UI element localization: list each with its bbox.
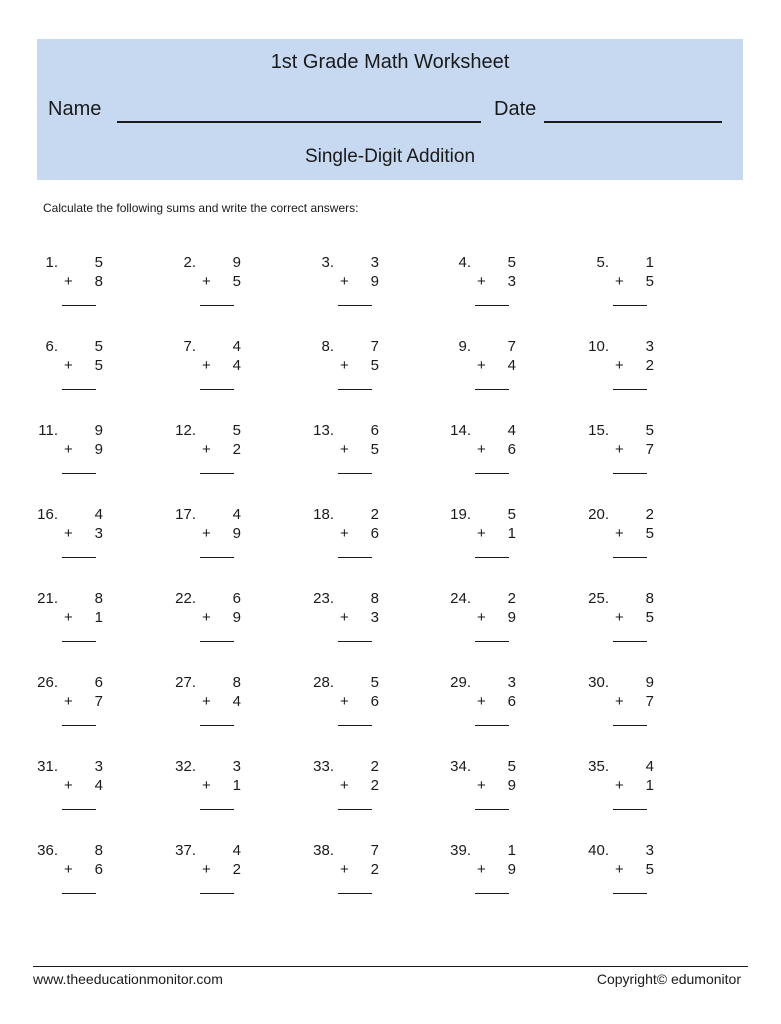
problem-top-addend: 5 <box>94 338 103 355</box>
problem-number: 21. <box>37 590 58 607</box>
worksheet-title: 1st Grade Math Worksheet <box>270 51 510 73</box>
plus-sign: + <box>340 525 349 542</box>
problem-bottom-addend: 6 <box>94 861 103 878</box>
problem-number: 31. <box>37 758 58 775</box>
plus-sign: + <box>64 861 73 878</box>
problem-bottom-addend: 7 <box>645 441 654 458</box>
problem-number: 32. <box>175 758 196 775</box>
footer-divider <box>33 966 748 967</box>
plus-sign: + <box>477 357 486 374</box>
plus-sign: + <box>202 777 211 794</box>
plus-sign: + <box>202 609 211 626</box>
problem-number: 22. <box>175 590 196 607</box>
answer-line[interactable] <box>200 893 234 894</box>
problem-top-addend: 1 <box>645 254 654 271</box>
addition-problem <box>588 674 681 738</box>
problem-bottom-addend: 4 <box>232 357 241 374</box>
problem-top-addend: 8 <box>645 590 654 607</box>
answer-line[interactable] <box>475 305 509 306</box>
problem-number: 6. <box>45 338 58 355</box>
problem-number: 33. <box>313 758 334 775</box>
addition-problem <box>450 422 543 486</box>
problem-top-addend: 9 <box>232 254 241 271</box>
addition-problem <box>40 254 130 318</box>
addition-problem <box>588 422 681 486</box>
instructions-text: Calculate the following sums and write the correct answers: <box>43 201 359 215</box>
problem-number: 16. <box>37 506 58 523</box>
answer-line[interactable] <box>613 305 647 306</box>
addition-problem <box>40 422 130 486</box>
addition-problem <box>450 590 543 654</box>
plus-sign: + <box>64 777 73 794</box>
addition-problem <box>37 674 130 738</box>
plus-sign: + <box>477 777 486 794</box>
problem-number: 40. <box>588 842 609 859</box>
problem-number: 17. <box>175 506 196 523</box>
problem-top-addend: 4 <box>232 506 241 523</box>
plus-sign: + <box>340 693 349 710</box>
problem-bottom-addend: 5 <box>645 273 654 290</box>
problem-number: 7. <box>183 338 196 355</box>
answer-line[interactable] <box>62 305 96 306</box>
problem-number: 23. <box>313 590 334 607</box>
answer-line[interactable] <box>200 725 234 726</box>
problem-top-addend: 5 <box>507 758 516 775</box>
problem-bottom-addend: 9 <box>94 441 103 458</box>
problem-top-addend: 3 <box>94 758 103 775</box>
problem-number: 27. <box>175 674 196 691</box>
plus-sign: + <box>615 693 624 710</box>
problem-top-addend: 2 <box>370 758 379 775</box>
answer-line[interactable] <box>338 809 372 810</box>
problem-bottom-addend: 8 <box>94 273 103 290</box>
addition-problem <box>37 590 130 654</box>
problem-top-addend: 7 <box>370 338 379 355</box>
addition-problem <box>450 758 543 822</box>
name-field-line <box>117 121 481 123</box>
plus-sign: + <box>615 357 624 374</box>
answer-line[interactable] <box>475 893 509 894</box>
plus-sign: + <box>340 441 349 458</box>
problem-top-addend: 8 <box>94 842 103 859</box>
addition-problem <box>588 842 681 906</box>
problem-number: 37. <box>175 842 196 859</box>
problem-number: 12. <box>175 422 196 439</box>
problem-number: 20. <box>588 506 609 523</box>
problem-number: 2. <box>183 254 196 271</box>
addition-problem <box>588 758 681 822</box>
answer-line[interactable] <box>62 557 96 558</box>
problem-number: 11. <box>38 422 58 439</box>
answer-line[interactable] <box>338 305 372 306</box>
problem-bottom-addend: 1 <box>645 777 654 794</box>
addition-problem <box>175 842 268 906</box>
problem-bottom-addend: 6 <box>507 693 516 710</box>
answer-line[interactable] <box>475 725 509 726</box>
problem-bottom-addend: 2 <box>232 441 241 458</box>
problem-top-addend: 4 <box>232 338 241 355</box>
problem-bottom-addend: 5 <box>94 357 103 374</box>
problem-bottom-addend: 5 <box>645 861 654 878</box>
problem-bottom-addend: 5 <box>645 525 654 542</box>
addition-problem <box>178 254 268 318</box>
plus-sign: + <box>340 861 349 878</box>
answer-line[interactable] <box>475 641 509 642</box>
plus-sign: + <box>64 693 73 710</box>
addition-problem <box>316 338 406 402</box>
answer-line[interactable] <box>62 809 96 810</box>
problem-top-addend: 2 <box>645 506 654 523</box>
problem-bottom-addend: 2 <box>232 861 241 878</box>
problem-bottom-addend: 7 <box>645 693 654 710</box>
problem-bottom-addend: 3 <box>94 525 103 542</box>
answer-line[interactable] <box>613 641 647 642</box>
plus-sign: + <box>615 861 624 878</box>
problem-number: 9. <box>458 338 471 355</box>
problem-bottom-addend: 9 <box>507 609 516 626</box>
problem-number: 34. <box>450 758 471 775</box>
problem-top-addend: 7 <box>507 338 516 355</box>
answer-line[interactable] <box>200 557 234 558</box>
answer-line[interactable] <box>338 725 372 726</box>
answer-line[interactable] <box>613 557 647 558</box>
addition-problem <box>175 422 268 486</box>
problem-number: 4. <box>458 254 471 271</box>
addition-problem <box>40 338 130 402</box>
worksheet-subtitle: Single-Digit Addition <box>304 146 476 167</box>
plus-sign: + <box>615 525 624 542</box>
date-field-line <box>544 121 722 123</box>
problem-bottom-addend: 1 <box>507 525 516 542</box>
problem-top-addend: 3 <box>645 338 654 355</box>
problem-top-addend: 5 <box>507 254 516 271</box>
problem-top-addend: 5 <box>94 254 103 271</box>
plus-sign: + <box>615 273 624 290</box>
problem-bottom-addend: 3 <box>507 273 516 290</box>
problem-bottom-addend: 9 <box>507 777 516 794</box>
problem-bottom-addend: 5 <box>370 441 379 458</box>
addition-problem <box>450 506 543 570</box>
addition-problem <box>175 674 268 738</box>
addition-problem <box>453 254 543 318</box>
problem-top-addend: 3 <box>507 674 516 691</box>
problem-top-addend: 4 <box>645 758 654 775</box>
answer-line[interactable] <box>613 389 647 390</box>
problem-bottom-addend: 5 <box>232 273 241 290</box>
plus-sign: + <box>202 861 211 878</box>
answer-line[interactable] <box>200 473 234 474</box>
problem-bottom-addend: 9 <box>370 273 379 290</box>
problem-bottom-addend: 6 <box>507 441 516 458</box>
problem-number: 3. <box>321 254 334 271</box>
answer-line[interactable] <box>613 809 647 810</box>
problem-top-addend: 3 <box>645 842 654 859</box>
problem-number: 29. <box>450 674 471 691</box>
problem-bottom-addend: 6 <box>370 525 379 542</box>
plus-sign: + <box>202 441 211 458</box>
problem-top-addend: 2 <box>370 506 379 523</box>
problem-number: 8. <box>321 338 334 355</box>
problem-top-addend: 5 <box>645 422 654 439</box>
addition-problem <box>588 338 681 402</box>
plus-sign: + <box>64 441 73 458</box>
addition-problem <box>175 506 268 570</box>
answer-line[interactable] <box>338 893 372 894</box>
answer-line[interactable] <box>475 473 509 474</box>
problem-top-addend: 2 <box>507 590 516 607</box>
plus-sign: + <box>477 441 486 458</box>
problem-top-addend: 8 <box>370 590 379 607</box>
plus-sign: + <box>202 525 211 542</box>
problem-number: 25. <box>588 590 609 607</box>
plus-sign: + <box>202 693 211 710</box>
plus-sign: + <box>64 357 73 374</box>
plus-sign: + <box>340 609 349 626</box>
problem-top-addend: 6 <box>370 422 379 439</box>
problem-top-addend: 7 <box>370 842 379 859</box>
plus-sign: + <box>340 357 349 374</box>
addition-problem <box>178 338 268 402</box>
problem-top-addend: 8 <box>232 674 241 691</box>
worksheet-header <box>37 39 743 180</box>
problem-bottom-addend: 4 <box>232 693 241 710</box>
plus-sign: + <box>202 357 211 374</box>
problem-number: 30. <box>588 674 609 691</box>
plus-sign: + <box>477 525 486 542</box>
answer-line[interactable] <box>62 389 96 390</box>
problem-bottom-addend: 9 <box>232 609 241 626</box>
problem-number: 35. <box>588 758 609 775</box>
addition-problem <box>175 758 268 822</box>
problem-bottom-addend: 6 <box>370 693 379 710</box>
problem-bottom-addend: 3 <box>370 609 379 626</box>
problem-top-addend: 5 <box>507 506 516 523</box>
problem-bottom-addend: 7 <box>94 693 103 710</box>
problem-number: 13. <box>313 422 334 439</box>
addition-problem <box>588 506 681 570</box>
plus-sign: + <box>477 609 486 626</box>
problem-top-addend: 6 <box>94 674 103 691</box>
addition-problem <box>175 590 268 654</box>
problem-bottom-addend: 2 <box>370 777 379 794</box>
problem-top-addend: 4 <box>232 842 241 859</box>
addition-problem <box>313 758 406 822</box>
plus-sign: + <box>615 777 624 794</box>
problem-number: 19. <box>450 506 471 523</box>
problem-number: 18. <box>313 506 334 523</box>
plus-sign: + <box>477 273 486 290</box>
problem-number: 39. <box>450 842 471 859</box>
addition-problem <box>316 254 406 318</box>
answer-line[interactable] <box>613 725 647 726</box>
answer-line[interactable] <box>475 557 509 558</box>
addition-problem <box>37 506 130 570</box>
name-label: Name <box>48 98 102 120</box>
date-label: Date <box>494 98 537 120</box>
problem-top-addend: 1 <box>507 842 516 859</box>
problem-number: 28. <box>313 674 334 691</box>
addition-problem <box>588 590 681 654</box>
addition-problem <box>313 674 406 738</box>
addition-problem <box>313 506 406 570</box>
footer-website: www.theeducationmonitor.com <box>33 971 223 987</box>
answer-line[interactable] <box>200 389 234 390</box>
answer-line[interactable] <box>62 893 96 894</box>
problem-top-addend: 4 <box>94 506 103 523</box>
plus-sign: + <box>340 273 349 290</box>
plus-sign: + <box>64 525 73 542</box>
problem-top-addend: 6 <box>232 590 241 607</box>
plus-sign: + <box>202 273 211 290</box>
addition-problem <box>37 842 130 906</box>
footer-copyright: Copyright© edumonitor <box>596 971 741 987</box>
problem-number: 14. <box>450 422 471 439</box>
answer-line[interactable] <box>200 809 234 810</box>
answer-line[interactable] <box>62 473 96 474</box>
answer-line[interactable] <box>62 725 96 726</box>
problem-number: 10. <box>588 338 609 355</box>
addition-problem <box>453 338 543 402</box>
problem-number: 24. <box>450 590 471 607</box>
addition-problem <box>313 590 406 654</box>
problem-top-addend: 4 <box>507 422 516 439</box>
plus-sign: + <box>615 441 624 458</box>
problem-number: 15. <box>588 422 609 439</box>
plus-sign: + <box>477 861 486 878</box>
problem-number: 5. <box>596 254 609 271</box>
problem-bottom-addend: 5 <box>645 609 654 626</box>
answer-line[interactable] <box>475 389 509 390</box>
problem-bottom-addend: 4 <box>94 777 103 794</box>
problem-bottom-addend: 5 <box>370 357 379 374</box>
answer-line[interactable] <box>613 893 647 894</box>
problem-number: 36. <box>37 842 58 859</box>
problem-bottom-addend: 9 <box>507 861 516 878</box>
problem-bottom-addend: 2 <box>370 861 379 878</box>
problem-bottom-addend: 9 <box>232 525 241 542</box>
addition-problem <box>313 842 406 906</box>
problem-top-addend: 5 <box>232 422 241 439</box>
answer-line[interactable] <box>338 473 372 474</box>
answer-line[interactable] <box>613 473 647 474</box>
problem-top-addend: 5 <box>370 674 379 691</box>
answer-line[interactable] <box>200 641 234 642</box>
problem-number: 38. <box>313 842 334 859</box>
plus-sign: + <box>64 609 73 626</box>
plus-sign: + <box>615 609 624 626</box>
addition-problem <box>37 758 130 822</box>
problem-number: 26. <box>37 674 58 691</box>
problem-top-addend: 9 <box>645 674 654 691</box>
plus-sign: + <box>340 777 349 794</box>
problem-top-addend: 3 <box>232 758 241 775</box>
problem-bottom-addend: 4 <box>507 357 516 374</box>
answer-line[interactable] <box>338 557 372 558</box>
answer-line[interactable] <box>475 809 509 810</box>
problem-bottom-addend: 2 <box>645 357 654 374</box>
problem-top-addend: 8 <box>94 590 103 607</box>
problem-bottom-addend: 1 <box>232 777 241 794</box>
problem-bottom-addend: 1 <box>94 609 103 626</box>
problem-number: 1. <box>45 254 58 271</box>
answer-line[interactable] <box>200 305 234 306</box>
addition-problem <box>591 254 681 318</box>
plus-sign: + <box>477 693 486 710</box>
problem-top-addend: 9 <box>94 422 103 439</box>
addition-problem <box>450 674 543 738</box>
answer-line[interactable] <box>338 389 372 390</box>
answer-line[interactable] <box>62 641 96 642</box>
answer-line[interactable] <box>338 641 372 642</box>
addition-problem <box>450 842 543 906</box>
addition-problem <box>313 422 406 486</box>
plus-sign: + <box>64 273 73 290</box>
problem-top-addend: 3 <box>370 254 379 271</box>
